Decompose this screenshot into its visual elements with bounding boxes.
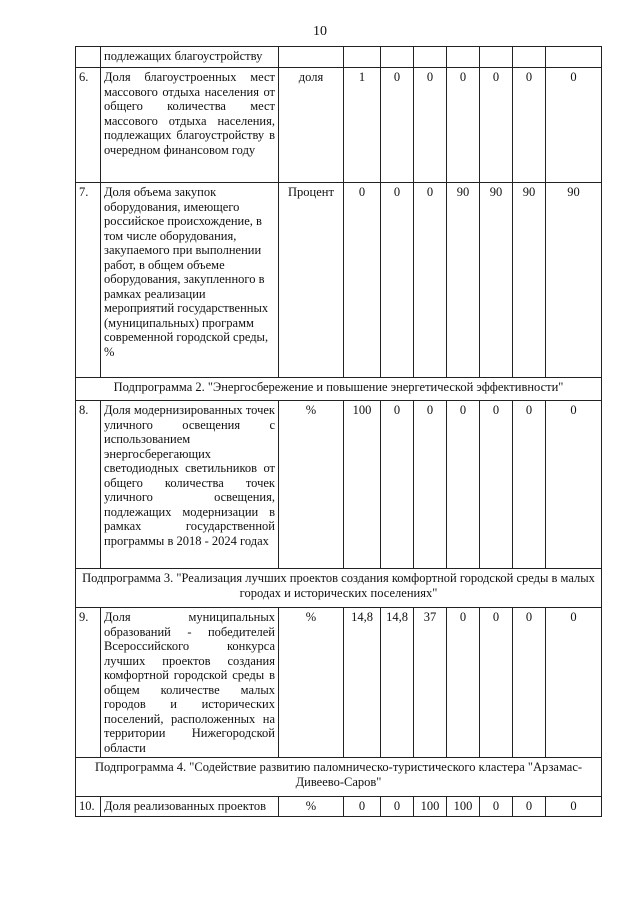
value-cell: 0	[480, 401, 513, 569]
value-cell: 0	[414, 183, 447, 378]
table-row	[76, 608, 602, 758]
value-cell: 0	[513, 68, 546, 183]
subprogram-row	[76, 569, 602, 608]
indicator-name: Доля объема закупок оборудования, имеющего российское происхождение, в том числе оборудования, закупаемого при выполнении работ, в общем объеме оборудования, закупленного в рамках реализации мероприятий государственных (муниципальных) программ современной городской среды, %	[101, 183, 279, 378]
value-cell: 37	[414, 608, 447, 758]
value-cell	[381, 47, 414, 68]
subprogram-title: Подпрограмма 3. "Реализация лучших проектов создания комфортной городской среды в малых городах и исторических поселениях"	[76, 569, 602, 608]
value-cell: 0	[414, 68, 447, 183]
value-cell: 90	[546, 183, 602, 378]
value-cell: 0	[513, 608, 546, 758]
value-cell: 1	[344, 68, 381, 183]
unit-cell: %	[279, 608, 344, 758]
value-cell	[344, 47, 381, 68]
table-row	[76, 183, 602, 378]
unit-cell: %	[279, 401, 344, 569]
subprogram-title: Подпрограмма 4. "Содействие развитию паломническо-туристического кластера "Арзамас-Дивеево-Саров"	[76, 758, 602, 797]
value-cell: 0	[546, 68, 602, 183]
value-cell: 0	[513, 401, 546, 569]
value-cell	[414, 47, 447, 68]
table-row	[76, 797, 602, 817]
indicator-name: Доля реализованных проектов	[101, 797, 279, 817]
value-cell	[546, 47, 602, 68]
page-number: 10	[313, 24, 327, 39]
row-number: 9.	[76, 608, 101, 758]
value-cell: 0	[513, 797, 546, 817]
value-cell: 0	[381, 401, 414, 569]
unit-cell: Процент	[279, 183, 344, 378]
row-number: 10.	[76, 797, 101, 817]
table-row	[76, 68, 602, 183]
value-cell: 0	[447, 401, 480, 569]
unit-cell	[279, 47, 344, 68]
indicator-name: Доля муниципальных образований - победителей Всероссийского конкурса лучших проектов создания комфортной городской среды в общем количестве малых городов и исторических поселений, расположенных на территории Нижегородской области	[101, 608, 279, 758]
indicator-name: Доля модернизированных точек уличного освещения с использованием энергосберегающих светодиодных светильников от общего количества точек уличного освещения, подлежащих модернизации в рамках государственной программы в 2018 - 2024 годах	[101, 401, 279, 569]
subprogram-row	[76, 758, 602, 797]
unit-cell: %	[279, 797, 344, 817]
subprogram-row	[76, 378, 602, 401]
value-cell: 14,8	[344, 608, 381, 758]
value-cell	[513, 47, 546, 68]
value-cell	[447, 47, 480, 68]
row-number	[76, 47, 101, 68]
value-cell: 0	[546, 401, 602, 569]
value-cell: 0	[546, 608, 602, 758]
value-cell: 0	[414, 401, 447, 569]
value-cell: 0	[344, 797, 381, 817]
row-number: 6.	[76, 68, 101, 183]
value-cell: 14,8	[381, 608, 414, 758]
row-number: 7.	[76, 183, 101, 378]
indicators-table	[75, 46, 602, 817]
indicator-name: Доля благоустроенных мест массового отдыха населения от общего количества мест массового отдыха населения, подлежащих благоустройству в очередном финансовом году	[101, 68, 279, 183]
indicator-name: подлежащих благоустройству	[101, 47, 279, 68]
value-cell: 0	[344, 183, 381, 378]
row-number: 8.	[76, 401, 101, 569]
value-cell: 0	[381, 797, 414, 817]
value-cell: 0	[447, 68, 480, 183]
value-cell: 90	[480, 183, 513, 378]
value-cell: 0	[546, 797, 602, 817]
value-cell: 0	[480, 797, 513, 817]
value-cell: 90	[513, 183, 546, 378]
value-cell	[480, 47, 513, 68]
subprogram-title: Подпрограмма 2. "Энергосбережение и повышение энергетической эффективности"	[76, 378, 602, 401]
value-cell: 0	[447, 608, 480, 758]
value-cell: 100	[414, 797, 447, 817]
table-row	[76, 401, 602, 569]
value-cell: 90	[447, 183, 480, 378]
table-row	[76, 47, 602, 68]
unit-cell: доля	[279, 68, 344, 183]
value-cell: 0	[480, 68, 513, 183]
value-cell: 0	[480, 608, 513, 758]
value-cell: 100	[344, 401, 381, 569]
value-cell: 100	[447, 797, 480, 817]
value-cell: 0	[381, 68, 414, 183]
value-cell: 0	[381, 183, 414, 378]
